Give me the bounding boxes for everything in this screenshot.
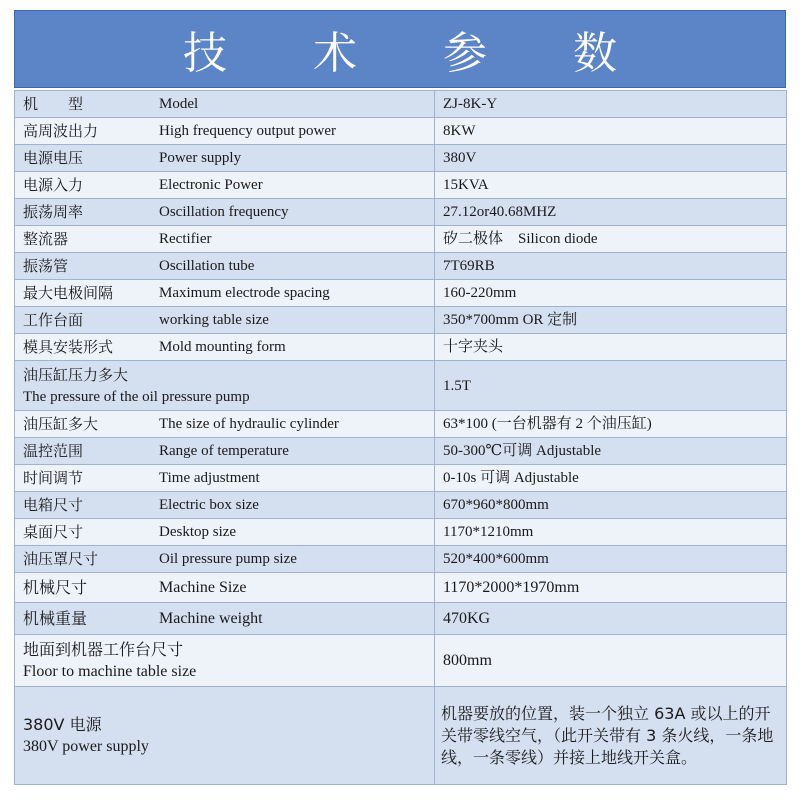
spec-table: [14, 90, 787, 785]
param-name-cn: 380V 电源: [23, 714, 102, 734]
param-name-en: Machine weight: [159, 609, 263, 627]
title-char: 技: [183, 28, 227, 79]
param-value: 380V: [435, 145, 787, 172]
param-name-cn: 振荡周率: [23, 203, 84, 221]
param-name-en: High frequency output power: [159, 123, 337, 139]
table-row: [15, 603, 787, 635]
param-name-cn: 最大电极间隔: [23, 284, 114, 302]
param-name-cn: 桌面尺寸: [23, 523, 84, 541]
table-row: [15, 172, 787, 199]
param-value: 800mm: [435, 635, 787, 687]
table-row: [15, 687, 787, 785]
table-row: [15, 573, 787, 603]
param-value: 27.12or40.68MHZ: [435, 199, 787, 226]
table-row: [15, 465, 787, 492]
param-value: 矽二极体 Silicon diode: [435, 226, 787, 253]
param-value: 470KG: [435, 603, 787, 635]
table-row: [15, 334, 787, 361]
page-title: [140, 17, 660, 81]
param-value: 63*100 (一台机器有 2 个油压缸): [435, 411, 787, 438]
param-name-en: Maximum electrode spacing: [159, 285, 330, 301]
param-value: 7T69RB: [435, 253, 787, 280]
param-name-en: Range of temperature: [159, 443, 289, 459]
param-name-en: The size of hydraulic cylinder: [159, 416, 339, 432]
param-name-cn: 时间调节: [23, 469, 84, 487]
param-name-cn: 电源入力: [23, 176, 84, 194]
param-name-en: Rectifier: [159, 231, 212, 247]
param-name-cn: 油压缸压力多大: [23, 365, 129, 384]
param-name-cn: 机械尺寸: [23, 577, 88, 597]
table-row: [15, 361, 787, 411]
param-name-en: Electronic Power: [159, 177, 263, 193]
table-row: [15, 118, 787, 145]
spec-sheet: [14, 10, 786, 785]
param-name-en: 380V power supply: [23, 737, 149, 755]
param-value: 15KVA: [435, 172, 787, 199]
table-row: [15, 546, 787, 573]
param-name-cn: 地面到机器工作台尺寸: [23, 639, 184, 659]
param-name-cn: 机械重量: [23, 608, 88, 628]
param-name-en: The pressure of the oil pressure pump: [23, 388, 250, 405]
param-value: 670*960*800mm: [435, 492, 787, 519]
table-row: [15, 307, 787, 334]
param-value: 520*400*600mm: [435, 546, 787, 573]
table-row: [15, 145, 787, 172]
table-row: [15, 492, 787, 519]
table-row: [15, 438, 787, 465]
param-name-cn: 振荡管: [23, 257, 69, 275]
param-name-cn: 工作台面: [23, 311, 84, 329]
title-char: 术: [313, 28, 357, 79]
param-name-en: Desktop size: [159, 524, 237, 540]
param-value: ZJ-8K-Y: [435, 91, 787, 118]
param-value: 160-220mm: [435, 280, 787, 307]
table-row: [15, 226, 787, 253]
table-row: [15, 280, 787, 307]
param-name-cn: 高周波出力: [23, 122, 99, 140]
param-name-cn: 整流器: [23, 230, 69, 248]
table-row: [15, 519, 787, 546]
param-value: 350*700mm OR 定制: [435, 307, 787, 334]
param-value: 机器要放的位置，装一个独立 63A 或以上的开关带零线空气，（此开关带有 3 条火线，一条地线，一条零线）并接上地线开关盒。: [435, 687, 787, 785]
table-row: [15, 635, 787, 687]
param-name-en: Electric box size: [159, 497, 259, 513]
param-name-cn: 油压缸多大: [23, 415, 99, 433]
param-name-en: Oscillation frequency: [159, 204, 289, 220]
param-value: 8KW: [435, 118, 787, 145]
param-name-en: Model: [159, 96, 199, 112]
param-name-en: Oscillation tube: [159, 258, 255, 274]
param-name-cn: 温控范围: [23, 442, 84, 460]
param-name-cn: 油压罩尺寸: [23, 550, 99, 568]
param-name-en: Machine Size: [159, 578, 247, 596]
table-row: [15, 199, 787, 226]
title-char: 参: [443, 28, 487, 79]
param-name-en: Power supply: [159, 150, 242, 166]
param-name-en: working table size: [159, 312, 269, 328]
title-char: 数: [573, 28, 617, 79]
param-value: 0-10s 可调 Adjustable: [435, 465, 787, 492]
param-name-cn: 电源电压: [23, 149, 84, 167]
param-value: 1170*1210mm: [435, 519, 787, 546]
table-row: [15, 411, 787, 438]
table-row: [15, 253, 787, 280]
param-name-en: Floor to machine table size: [23, 662, 197, 680]
param-name-en: Oil pressure pump size: [159, 551, 297, 567]
param-name-en: Mold mounting form: [159, 339, 286, 355]
param-name-cn: 电箱尺寸: [23, 496, 84, 514]
title-bar: [14, 10, 786, 88]
param-value: 50-300℃可调 Adjustable: [435, 438, 787, 465]
param-name-en: Time adjustment: [159, 470, 260, 486]
param-name-cn: 机 型: [23, 95, 84, 113]
param-value: 1.5T: [435, 361, 787, 411]
param-value: 十字夹头: [435, 334, 787, 361]
param-value: 1170*2000*1970mm: [435, 573, 787, 603]
param-name-cn: 模具安装形式: [23, 338, 114, 356]
table-row: [15, 91, 787, 118]
